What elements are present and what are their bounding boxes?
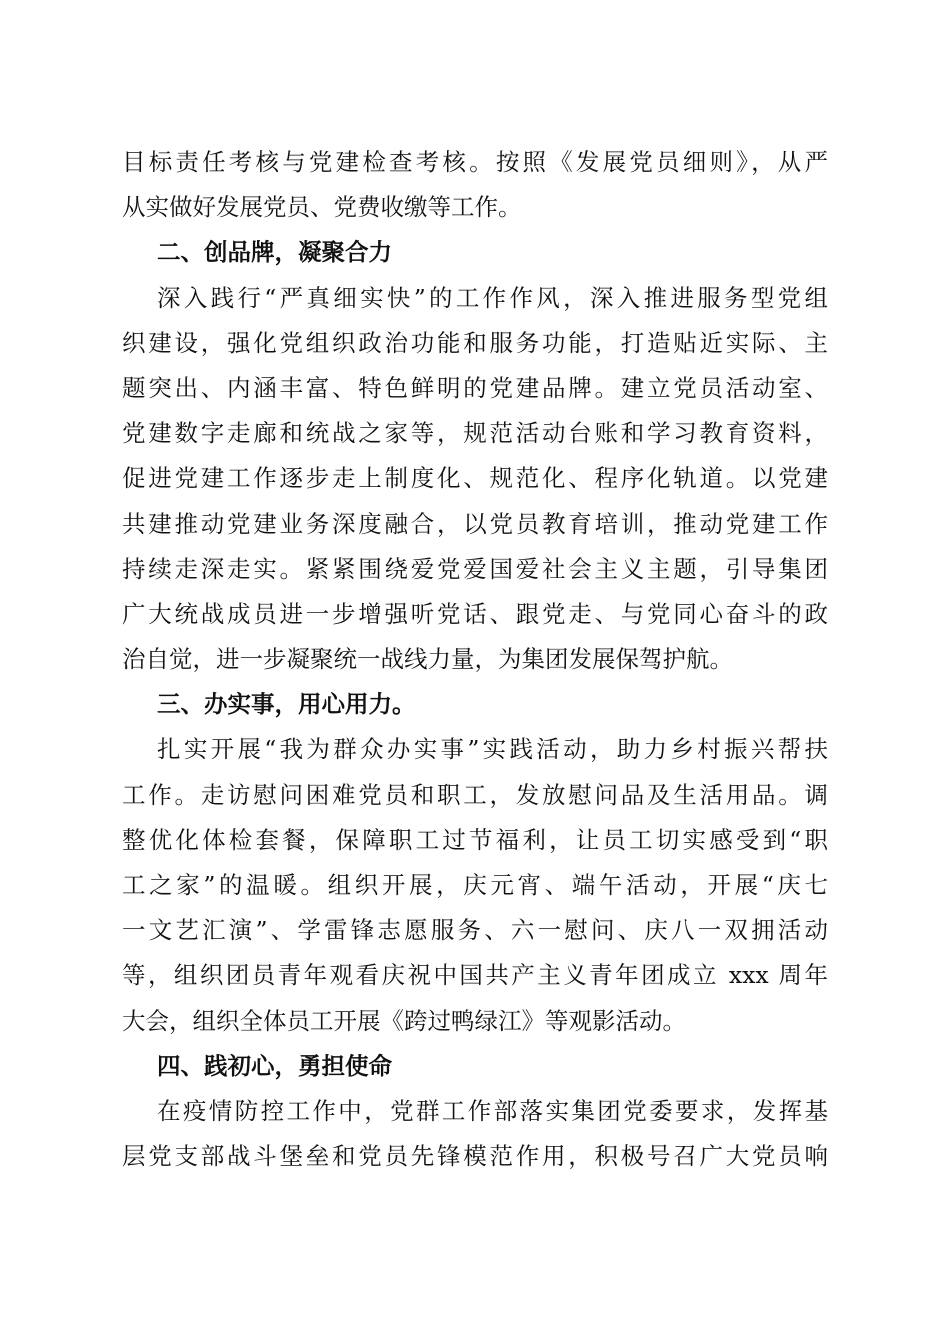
- section-2-line: 织建设，强化党组织政治功能和服务功能，打造贴近实际、主: [122, 328, 828, 357]
- section-4-line: 在疫情防控工作中，党群工作部落实集团党委要求，发挥基: [157, 1096, 828, 1125]
- document-body: [122, 140, 828, 1179]
- section-heading-4: 四、践初心，勇担使命: [157, 1051, 392, 1080]
- section-3-line: 扎实开展“我为群众办实事”实践活动，助力乡村振兴帮扶: [157, 735, 828, 764]
- section-3-line: 等，组织团员青年观看庆祝中国共产主义青年团成立 xxx 周年: [122, 961, 828, 990]
- section-heading-2: 二、创品牌，凝聚合力: [157, 238, 392, 267]
- section-4-line: 层党支部战斗堡垒和党员先锋模范作用，积极号召广大党员响: [122, 1142, 828, 1171]
- section-3-line: 工作。走访慰问困难党员和职工，发放慰问品及生活用品。调: [122, 780, 828, 809]
- section-2-line: 持续走深走实。紧紧围绕爱党爱国爱社会主义主题，引导集团: [122, 554, 828, 583]
- section-3-line: 整优化体检套餐，保障职工过节福利，让员工切实感受到“职: [122, 825, 828, 854]
- section-2-line: 党建数字走廊和统战之家等，规范活动台账和学习教育资料，: [122, 419, 828, 448]
- section-heading-3: 三、办实事，用心用力。: [157, 690, 416, 719]
- section-2-line: 广大统战成员进一步增强听党话、跟党走、与党同心奋斗的政: [122, 599, 828, 628]
- section-2-line: 治自觉，进一步凝聚统一战线力量，为集团发展保驾护航。: [122, 645, 733, 674]
- section-3-line: 一文艺汇演”、学雷锋志愿服务、六一慰问、庆八一双拥活动: [122, 916, 828, 945]
- section-3-line: 工之家”的温暖。组织开展，庆元宵、端午活动，开展“庆七: [122, 871, 828, 899]
- intro-line-2: 从实做好发展党员、党费收缴等工作。: [122, 193, 522, 222]
- section-2-line: 深入践行“严真细实快”的工作作风，深入推进服务型党组: [157, 283, 828, 312]
- section-3-line: 大会，组织全体员工开展《跨过鸭绿江》等观影活动。: [122, 1006, 686, 1035]
- section-2-line: 题突出、内涵丰富、特色鲜明的党建品牌。建立党员活动室、: [122, 373, 828, 402]
- section-2-line: 共建推动党建业务深度融合，以党员教育培训，推动党建工作: [122, 509, 828, 538]
- intro-line-1: 目标责任考核与党建检查考核。按照《发展党员细则》，从严: [122, 148, 828, 176]
- section-2-line: 促进党建工作逐步走上制度化、规范化、程序化轨道。以党建: [122, 464, 828, 493]
